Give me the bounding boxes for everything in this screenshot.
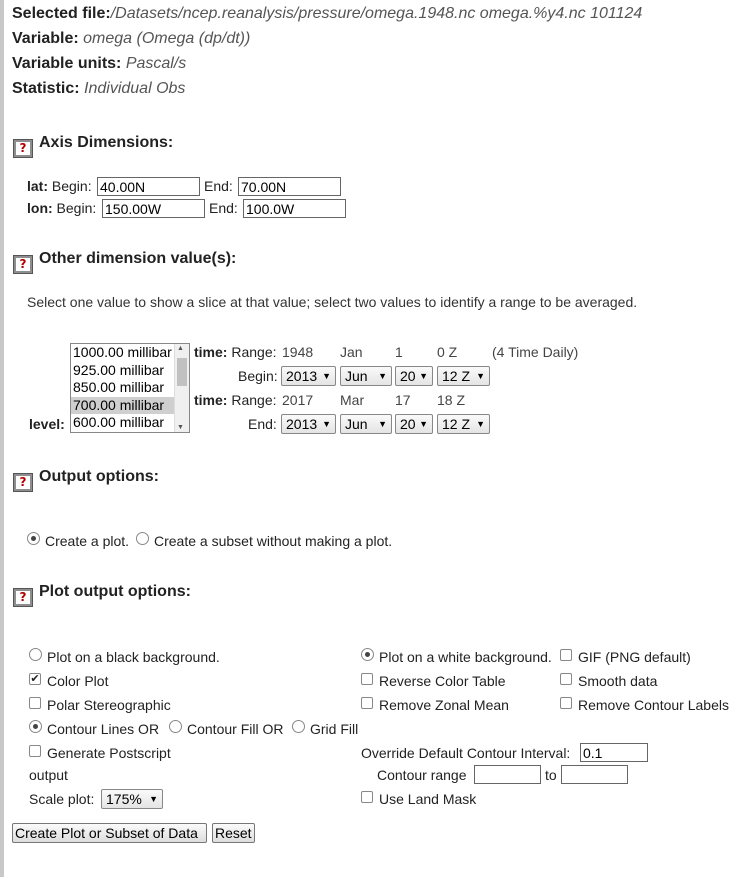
override-contour-input[interactable] xyxy=(580,743,648,762)
lon-begin-input[interactable] xyxy=(102,199,205,218)
lat-end-label: End: xyxy=(204,178,233,194)
contour-lines-label: Contour Lines OR xyxy=(47,721,160,737)
override-contour-label: Override Default Contour Interval: xyxy=(361,745,571,761)
output-options-title: Output options: xyxy=(39,468,159,485)
remove-zonal-mean-checkbox[interactable] xyxy=(361,697,373,709)
smooth-data-label: Smooth data xyxy=(578,673,658,689)
gif-checkbox[interactable] xyxy=(560,649,572,661)
help-icon[interactable]: ? xyxy=(13,255,33,274)
scale-plot-label: Scale plot: xyxy=(29,791,95,807)
begin-month-select[interactable]: Jun ▼ xyxy=(340,366,392,386)
chevron-down-icon: ▼ xyxy=(378,419,387,429)
create-subset-label: Create a subset without making a plot. xyxy=(154,533,393,549)
axis-dimensions-title: Axis Dimensions: xyxy=(39,134,174,151)
contour-fill-radio[interactable] xyxy=(169,720,182,733)
gif-label: GIF (PNG default) xyxy=(578,649,691,665)
chevron-down-icon: ▼ xyxy=(149,794,158,804)
contour-range-label: Contour range xyxy=(377,767,467,783)
grid-fill-label: Grid Fill xyxy=(310,721,359,737)
level-option[interactable]: 925.00 millibar xyxy=(73,361,165,378)
chevron-down-icon: ▼ xyxy=(476,419,485,429)
units-label: Variable units: xyxy=(12,55,122,72)
time-frequency: (4 Time Daily) xyxy=(492,344,579,360)
level-scrollbar[interactable] xyxy=(174,344,189,432)
help-icon[interactable]: ? xyxy=(13,473,33,492)
chevron-down-icon: ▼ xyxy=(322,419,331,429)
end-month-select[interactable]: Jun ▼ xyxy=(340,414,392,434)
scale-plot-select[interactable]: 175% ▼ xyxy=(101,789,163,809)
contour-range-from-input[interactable] xyxy=(474,765,541,784)
chevron-down-icon: ▼ xyxy=(322,371,331,381)
create-plot-label: Create a plot. xyxy=(45,533,130,549)
postscript-label: Generate Postscript xyxy=(47,745,171,761)
range-end-month: Mar xyxy=(340,392,365,408)
postscript-checkbox[interactable] xyxy=(29,745,41,757)
level-option-selected[interactable]: 700.00 millibar xyxy=(71,397,189,415)
end-label: End: xyxy=(248,416,277,432)
selected-file-line xyxy=(12,5,642,23)
help-icon[interactable]: ? xyxy=(13,588,33,607)
lat-end-input[interactable] xyxy=(238,177,341,196)
time-range-end-label: time: Range: xyxy=(194,392,277,408)
help-icon[interactable]: ? xyxy=(13,139,33,158)
polar-stereographic-checkbox[interactable] xyxy=(29,697,41,709)
range-end-year: 2017 xyxy=(282,392,314,408)
begin-hour-select[interactable]: 12 Z ▼ xyxy=(437,366,490,386)
variable-value: omega (Omega (dp/dt)) xyxy=(83,30,251,47)
lon-end-label: End: xyxy=(209,200,238,216)
end-year-select[interactable]: 2013 ▼ xyxy=(281,414,336,434)
chevron-down-icon: ▼ xyxy=(476,371,485,381)
variable-label: Variable: xyxy=(12,30,79,47)
create-plot-radio[interactable] xyxy=(27,532,40,545)
color-plot-checkbox[interactable]: ✔ xyxy=(30,673,40,685)
lon-row-label: lon: Begin: xyxy=(27,200,97,216)
contour-fill-label: Contour Fill OR xyxy=(187,721,284,737)
statistic-label: Statistic: xyxy=(12,80,80,97)
polar-stereographic-label: Polar Stereographic xyxy=(47,697,171,713)
level-label: level: xyxy=(29,416,65,432)
scroll-up-icon[interactable]: ▲ xyxy=(177,345,184,352)
range-begin-hour: 0 Z xyxy=(437,344,458,360)
units-value: Pascal/s xyxy=(125,55,187,72)
range-begin-year: 1948 xyxy=(282,344,314,360)
units-line xyxy=(12,55,186,73)
remove-contour-labels-checkbox[interactable] xyxy=(560,697,572,709)
begin-label: Begin: xyxy=(238,368,278,384)
remove-contour-labels-label: Remove Contour Labels xyxy=(578,697,729,713)
begin-day-select[interactable]: 20 ▼ xyxy=(395,366,433,386)
chevron-down-icon: ▼ xyxy=(419,371,428,381)
statistic-line xyxy=(12,80,185,98)
black-background-radio[interactable] xyxy=(29,648,42,661)
contour-lines-radio[interactable] xyxy=(29,720,42,733)
lon-end-input[interactable] xyxy=(243,199,346,218)
reset-button[interactable]: Reset xyxy=(212,823,255,843)
grid-fill-radio[interactable] xyxy=(292,720,305,733)
smooth-data-checkbox[interactable] xyxy=(560,673,572,685)
chevron-down-icon: ▼ xyxy=(378,371,387,381)
range-begin-month: Jan xyxy=(340,344,363,360)
begin-year-select[interactable]: 2013 ▼ xyxy=(281,366,336,386)
postscript-label-cont: output xyxy=(29,767,68,783)
selected-file-value: /Datasets/ncep.reanalysis/pressure/omega.1948.nc omega.%y4.nc 101124 xyxy=(110,5,643,22)
range-end-day: 17 xyxy=(395,392,411,408)
land-mask-label: Use Land Mask xyxy=(379,791,477,807)
level-option[interactable]: 1000.00 millibar xyxy=(73,344,172,360)
range-end-hour: 18 Z xyxy=(437,392,466,408)
level-listbox[interactable] xyxy=(70,343,190,433)
slice-instructions: Select one value to show a slice at that value; select two values to identify a range to be averaged. xyxy=(27,294,638,310)
remove-zonal-mean-label: Remove Zonal Mean xyxy=(379,697,509,713)
end-day-select[interactable]: 20 ▼ xyxy=(395,414,433,434)
variable-line xyxy=(12,30,250,48)
color-plot-label: Color Plot xyxy=(47,673,109,689)
white-background-label: Plot on a white background. xyxy=(379,649,552,665)
lat-begin-input[interactable] xyxy=(97,177,200,196)
page-left-border xyxy=(0,0,4,877)
scroll-down-icon[interactable]: ▼ xyxy=(177,424,184,431)
level-option[interactable]: 600.00 millibar xyxy=(73,414,165,431)
white-background-radio[interactable] xyxy=(361,648,374,661)
level-option[interactable]: 850.00 millibar xyxy=(73,379,165,396)
statistic-value: Individual Obs xyxy=(84,80,186,97)
create-subset-radio[interactable] xyxy=(136,532,149,545)
black-background-label: Plot on a black background. xyxy=(47,649,220,665)
selected-file-label: Selected file: xyxy=(12,5,111,22)
lat-row-label: lat: Begin: xyxy=(27,178,92,194)
reverse-color-label: Reverse Color Table xyxy=(379,673,506,689)
chevron-down-icon: ▼ xyxy=(419,419,428,429)
create-plot-button[interactable]: Create Plot or Subset of Data xyxy=(12,823,207,843)
time-range-begin-label: time: Range: xyxy=(194,344,277,360)
other-dimension-title: Other dimension value(s): xyxy=(39,250,237,267)
contour-range-to-label: to xyxy=(545,767,557,783)
end-hour-select[interactable]: 12 Z ▼ xyxy=(437,414,490,434)
plot-output-title: Plot output options: xyxy=(39,583,191,600)
land-mask-checkbox[interactable] xyxy=(361,791,373,803)
contour-range-to-input[interactable] xyxy=(561,765,628,784)
scroll-thumb[interactable] xyxy=(177,358,187,386)
range-begin-day: 1 xyxy=(395,344,403,360)
reverse-color-checkbox[interactable] xyxy=(361,673,373,685)
